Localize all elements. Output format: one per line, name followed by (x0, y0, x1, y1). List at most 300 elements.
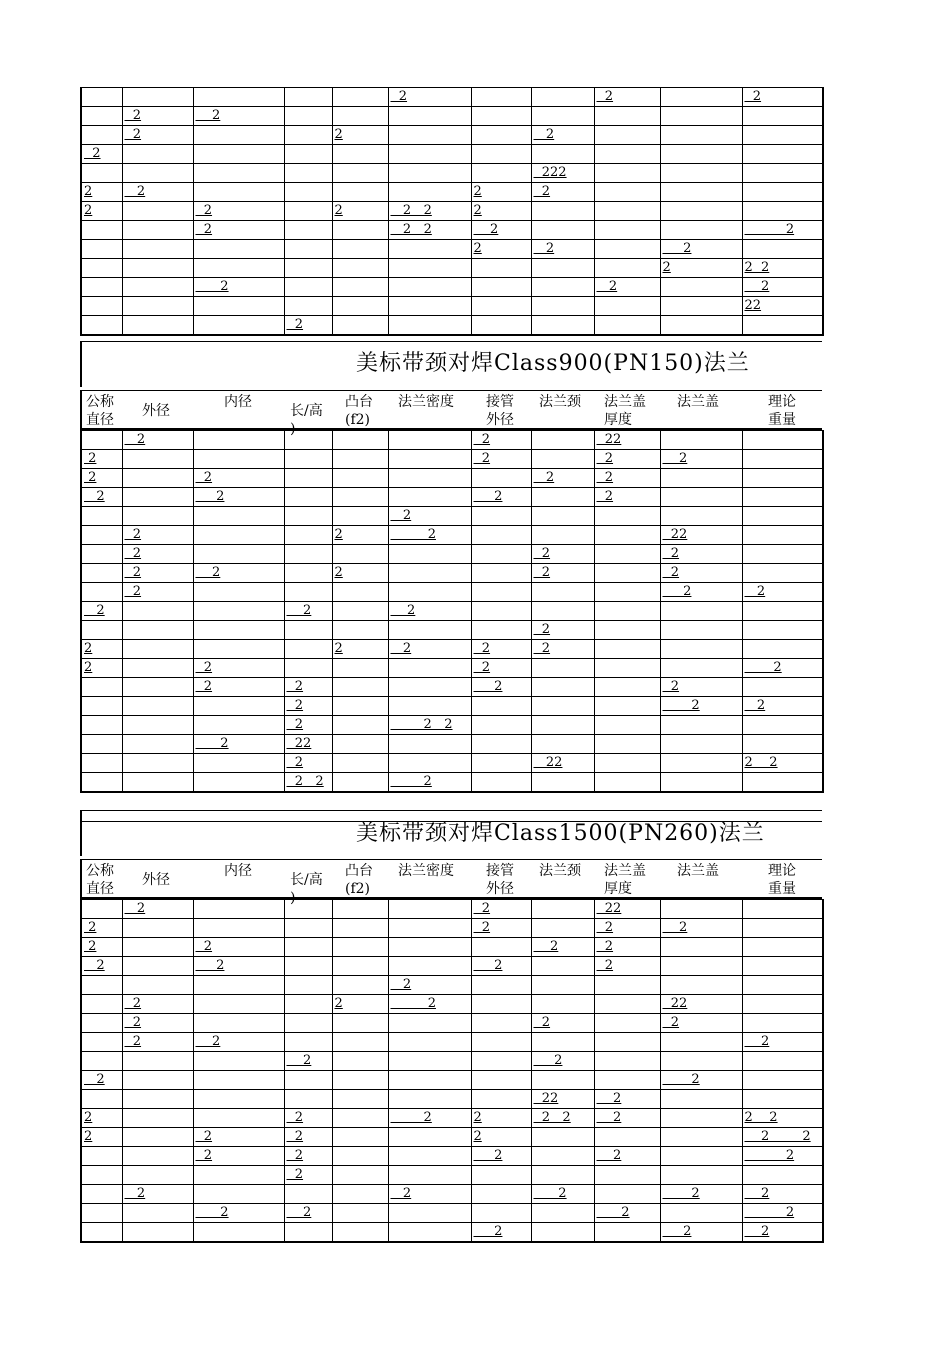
table-cell: 2 (388, 976, 471, 995)
table-cell: 2 (388, 602, 471, 621)
column-header: 长/高 ) (290, 872, 323, 906)
table-cell (660, 1033, 742, 1052)
table-cell (122, 469, 193, 488)
table-cell (471, 754, 531, 773)
table-cell (332, 545, 388, 564)
data-table-3 (80, 899, 824, 1243)
table-cell (388, 1090, 471, 1109)
table-row (81, 297, 823, 316)
table-cell: 2 (594, 957, 660, 976)
table-cell (742, 316, 823, 336)
table-cell: 2 (81, 919, 122, 938)
table-cell (388, 145, 471, 164)
table-cell (742, 1014, 823, 1033)
table-cell: 2 (122, 431, 193, 450)
table-cell (531, 316, 594, 336)
table-cell: 2 (660, 450, 742, 469)
table-cell: 2 (660, 545, 742, 564)
table-cell (284, 126, 332, 145)
table-cell (122, 145, 193, 164)
table-cell: 2 (193, 938, 284, 957)
table-cell (122, 316, 193, 336)
table-cell (122, 297, 193, 316)
table-cell: 2 (122, 583, 193, 602)
table-cell (388, 754, 471, 773)
table-cell (660, 202, 742, 221)
table-cell (81, 900, 122, 919)
table-cell (660, 1166, 742, 1185)
table-cell: 2 (193, 278, 284, 297)
table-cell (193, 1223, 284, 1243)
table-cell (122, 976, 193, 995)
table-cell: 2 (660, 564, 742, 583)
table-cell (660, 1052, 742, 1071)
table-cell (81, 621, 122, 640)
table-cell (660, 221, 742, 240)
column-header: 外径 (142, 403, 170, 419)
table-cell (531, 697, 594, 716)
table-row (81, 450, 823, 469)
table-cell (284, 164, 332, 183)
table-row (81, 1109, 823, 1128)
section-title (80, 810, 822, 856)
table-cell: 2 (122, 107, 193, 126)
table-cell: 2 (122, 900, 193, 919)
table-cell (388, 240, 471, 259)
table-cell (122, 938, 193, 957)
table-cell: 2 (471, 678, 531, 697)
column-header: 理论 重量 (768, 863, 796, 897)
table-cell (388, 1071, 471, 1090)
table-cell (81, 1223, 122, 1243)
table-cell (122, 450, 193, 469)
table-cell (594, 164, 660, 183)
table-cell: 2 (660, 1223, 742, 1243)
table-cell (531, 1033, 594, 1052)
table-cell: 2 (193, 564, 284, 583)
table-cell: 2 (122, 126, 193, 145)
table-cell (284, 1223, 332, 1243)
table-cell (471, 735, 531, 754)
table-cell (122, 1147, 193, 1166)
column-header: 内径 (224, 394, 252, 410)
table-cell (594, 526, 660, 545)
table-cell (332, 621, 388, 640)
table-cell (471, 1071, 531, 1090)
table-cell (284, 221, 332, 240)
table-cell (471, 602, 531, 621)
table-cell (193, 145, 284, 164)
table-cell (660, 164, 742, 183)
table-cell (660, 938, 742, 957)
table-cell (81, 976, 122, 995)
table-cell: 2 (122, 1185, 193, 1204)
table-cell: 2 (81, 1128, 122, 1147)
table-cell (81, 126, 122, 145)
table-cell: 2 (531, 564, 594, 583)
table-cell: 2 (81, 450, 122, 469)
table-cell (332, 1014, 388, 1033)
table-row (81, 1204, 823, 1223)
table-cell (332, 773, 388, 793)
table-cell (332, 507, 388, 526)
table-cell (531, 1147, 594, 1166)
table-cell: 2 (332, 202, 388, 221)
table-cell (660, 621, 742, 640)
table-cell: 2 (594, 938, 660, 957)
table-cell (471, 278, 531, 297)
table-cell (471, 126, 531, 145)
table-header (80, 390, 822, 437)
table-cell: 2 (193, 107, 284, 126)
table-cell (81, 278, 122, 297)
table-cell: 2 (81, 957, 122, 976)
table-cell (742, 621, 823, 640)
table-cell (193, 1185, 284, 1204)
table-cell (81, 1052, 122, 1071)
table-cell (388, 900, 471, 919)
table-cell (122, 88, 193, 107)
table-cell (594, 564, 660, 583)
table-cell (388, 583, 471, 602)
table-row (81, 957, 823, 976)
table-cell (332, 1109, 388, 1128)
table-row (81, 507, 823, 526)
table-cell (388, 735, 471, 754)
table-cell (742, 1166, 823, 1185)
column-header: 公称 直径 (86, 394, 114, 428)
table-cell (531, 526, 594, 545)
table-cell: 2 (81, 469, 122, 488)
table-cell (122, 1090, 193, 1109)
table-cell (284, 507, 332, 526)
table-cell: 2 (471, 640, 531, 659)
table-cell (471, 259, 531, 278)
table-cell (81, 259, 122, 278)
table-row (81, 488, 823, 507)
table-cell (332, 976, 388, 995)
table-cell: 2 (471, 221, 531, 240)
table-cell: 2 2 (742, 259, 823, 278)
table-cell (284, 297, 332, 316)
table-cell: 2 (284, 1109, 332, 1128)
table-cell (388, 957, 471, 976)
table-cell (81, 297, 122, 316)
table-row (81, 1166, 823, 1185)
table-cell (284, 183, 332, 202)
table-cell (332, 583, 388, 602)
table-cell (660, 183, 742, 202)
table-header (80, 859, 822, 906)
table-cell (660, 900, 742, 919)
table-cell (388, 259, 471, 278)
table-cell (531, 1223, 594, 1243)
table-cell: 2 (284, 754, 332, 773)
table-cell (742, 919, 823, 938)
table-cell (471, 938, 531, 957)
table-cell: 2 (284, 697, 332, 716)
table-cell (471, 621, 531, 640)
table-row (81, 773, 823, 793)
table-cell (471, 526, 531, 545)
table-cell (81, 564, 122, 583)
column-header: 外径 (142, 872, 170, 888)
table-cell (594, 1071, 660, 1090)
table-row (81, 88, 823, 107)
table-cell (81, 164, 122, 183)
table-row (81, 1033, 823, 1052)
table-row (81, 1014, 823, 1033)
table-cell: 2 (660, 1014, 742, 1033)
table-cell: 2 (660, 678, 742, 697)
table-cell (81, 240, 122, 259)
table-cell (193, 900, 284, 919)
table-cell (332, 1071, 388, 1090)
table-cell (594, 716, 660, 735)
table-cell (388, 1223, 471, 1243)
table-cell (471, 164, 531, 183)
table-cell (332, 221, 388, 240)
table-cell (594, 259, 660, 278)
table-cell: 2 (332, 126, 388, 145)
table-cell (122, 164, 193, 183)
table-cell (594, 545, 660, 564)
table-cell: 2 (284, 1204, 332, 1223)
table-cell: 2 (193, 735, 284, 754)
table-cell: 2 (81, 202, 122, 221)
table-cell (594, 221, 660, 240)
table-cell (471, 1014, 531, 1033)
table-cell (193, 164, 284, 183)
table-row (81, 107, 823, 126)
table-cell (660, 469, 742, 488)
table-cell (471, 145, 531, 164)
table-cell (388, 564, 471, 583)
table-row (81, 183, 823, 202)
table-cell (284, 450, 332, 469)
table-cell (81, 754, 122, 773)
table-cell: 2 (594, 88, 660, 107)
table-cell: 2 (193, 221, 284, 240)
table-cell (531, 431, 594, 450)
table-cell (122, 507, 193, 526)
table-cell: 2 (193, 1147, 284, 1166)
table-cell (332, 716, 388, 735)
table-cell: 2 (594, 469, 660, 488)
table-cell (193, 754, 284, 773)
table-cell (81, 1166, 122, 1185)
table-cell: 2 (471, 1128, 531, 1147)
table-cell (594, 240, 660, 259)
table-cell (122, 1071, 193, 1090)
table-cell (332, 488, 388, 507)
table-cell (531, 659, 594, 678)
table-cell (122, 754, 193, 773)
table-cell (388, 278, 471, 297)
table-cell (742, 240, 823, 259)
table-cell: 2 (660, 919, 742, 938)
table-cell (531, 107, 594, 126)
table-cell (742, 640, 823, 659)
table-row (81, 564, 823, 583)
table-cell (742, 995, 823, 1014)
table-cell (742, 976, 823, 995)
table-cell (332, 659, 388, 678)
table-cell (193, 431, 284, 450)
table-cell (531, 1071, 594, 1090)
column-header: 法兰盖 厚度 (604, 394, 646, 428)
table-cell (193, 621, 284, 640)
table-row (81, 431, 823, 450)
table-cell (332, 259, 388, 278)
table-cell (594, 1166, 660, 1185)
table-cell: 2 (660, 1071, 742, 1090)
table-cell: 2 (193, 957, 284, 976)
table-cell: 2 (122, 995, 193, 1014)
table-cell (531, 1128, 594, 1147)
table-cell: 2 (471, 659, 531, 678)
table-cell (388, 316, 471, 336)
table-cell (388, 297, 471, 316)
table-cell (193, 1090, 284, 1109)
table-cell (594, 773, 660, 793)
table-cell (81, 431, 122, 450)
table-cell: 2 (531, 240, 594, 259)
table-cell (742, 507, 823, 526)
table-cell (594, 602, 660, 621)
column-header: 法兰盖 (677, 863, 719, 879)
table-cell: 2 (742, 221, 823, 240)
table-cell (742, 735, 823, 754)
table-cell (193, 1071, 284, 1090)
table-row (81, 1128, 823, 1147)
table-cell (122, 640, 193, 659)
table-cell (122, 1128, 193, 1147)
table-cell (81, 1090, 122, 1109)
table-cell (388, 1204, 471, 1223)
table-cell: 2 2 (388, 221, 471, 240)
table-row (81, 640, 823, 659)
table-cell (284, 957, 332, 976)
table-cell (660, 278, 742, 297)
section-title (80, 341, 822, 387)
table-cell (332, 957, 388, 976)
table-cell (531, 88, 594, 107)
table-cell (660, 1109, 742, 1128)
table-cell: 2 (388, 773, 471, 793)
table-cell (531, 995, 594, 1014)
table-cell (81, 735, 122, 754)
table-cell (660, 107, 742, 126)
table-cell (471, 564, 531, 583)
table-row (81, 900, 823, 919)
table-cell (742, 938, 823, 957)
table-cell (471, 297, 531, 316)
table-cell: 2 (471, 1223, 531, 1243)
table-cell (742, 1071, 823, 1090)
table-cell (471, 1185, 531, 1204)
table-cell (531, 602, 594, 621)
column-header: 法兰密度 (398, 863, 454, 879)
table-row (81, 240, 823, 259)
table-cell (388, 469, 471, 488)
table-cell (122, 678, 193, 697)
table-cell: 2 (742, 1204, 823, 1223)
table-cell: 2 (471, 431, 531, 450)
table-row (81, 278, 823, 297)
table-cell (594, 659, 660, 678)
table-cell: 2 (471, 202, 531, 221)
table-row (81, 735, 823, 754)
table-cell: 2 (122, 564, 193, 583)
column-header: 理论 重量 (768, 394, 796, 428)
table-cell (660, 735, 742, 754)
table-cell (388, 659, 471, 678)
table-cell (531, 1204, 594, 1223)
table-cell: 222 (531, 164, 594, 183)
table-cell (332, 450, 388, 469)
table-cell (388, 919, 471, 938)
table-cell (122, 1166, 193, 1185)
table-cell (332, 735, 388, 754)
table-cell (388, 164, 471, 183)
table-cell (471, 1052, 531, 1071)
table-cell (284, 564, 332, 583)
table-row (81, 1090, 823, 1109)
table-cell (332, 919, 388, 938)
table-cell: 2 (471, 488, 531, 507)
table-cell (742, 900, 823, 919)
table-cell (742, 716, 823, 735)
table-cell (742, 1090, 823, 1109)
table-cell (81, 678, 122, 697)
table-cell (660, 145, 742, 164)
table-cell (471, 88, 531, 107)
table-cell: 2 (471, 1109, 531, 1128)
table-cell (531, 716, 594, 735)
table-cell (332, 602, 388, 621)
column-header: 凸台 (f2) (345, 394, 373, 428)
table-cell (531, 259, 594, 278)
table-cell (594, 621, 660, 640)
table-cell (742, 469, 823, 488)
table-cell (531, 957, 594, 976)
table-cell: 2 (594, 488, 660, 507)
table-cell (531, 678, 594, 697)
table-cell (122, 1223, 193, 1243)
table-cell (471, 545, 531, 564)
table-cell (284, 1185, 332, 1204)
table-cell: 2 (122, 526, 193, 545)
table-cell: 2 (193, 488, 284, 507)
table-cell (284, 659, 332, 678)
table-cell (122, 773, 193, 793)
table-cell (332, 1090, 388, 1109)
table-cell (388, 1052, 471, 1071)
table-cell (594, 1014, 660, 1033)
table-cell: 2 (284, 1052, 332, 1071)
table-cell (193, 240, 284, 259)
table-cell: 2 (193, 1128, 284, 1147)
table-cell: 2 (81, 659, 122, 678)
table-cell: 2 (284, 716, 332, 735)
table-cell: 2 (531, 469, 594, 488)
column-header: 凸台 (f2) (345, 863, 373, 897)
table-cell: 22 (594, 900, 660, 919)
table-cell (660, 716, 742, 735)
table-cell (284, 88, 332, 107)
table-cell: 2 (471, 240, 531, 259)
